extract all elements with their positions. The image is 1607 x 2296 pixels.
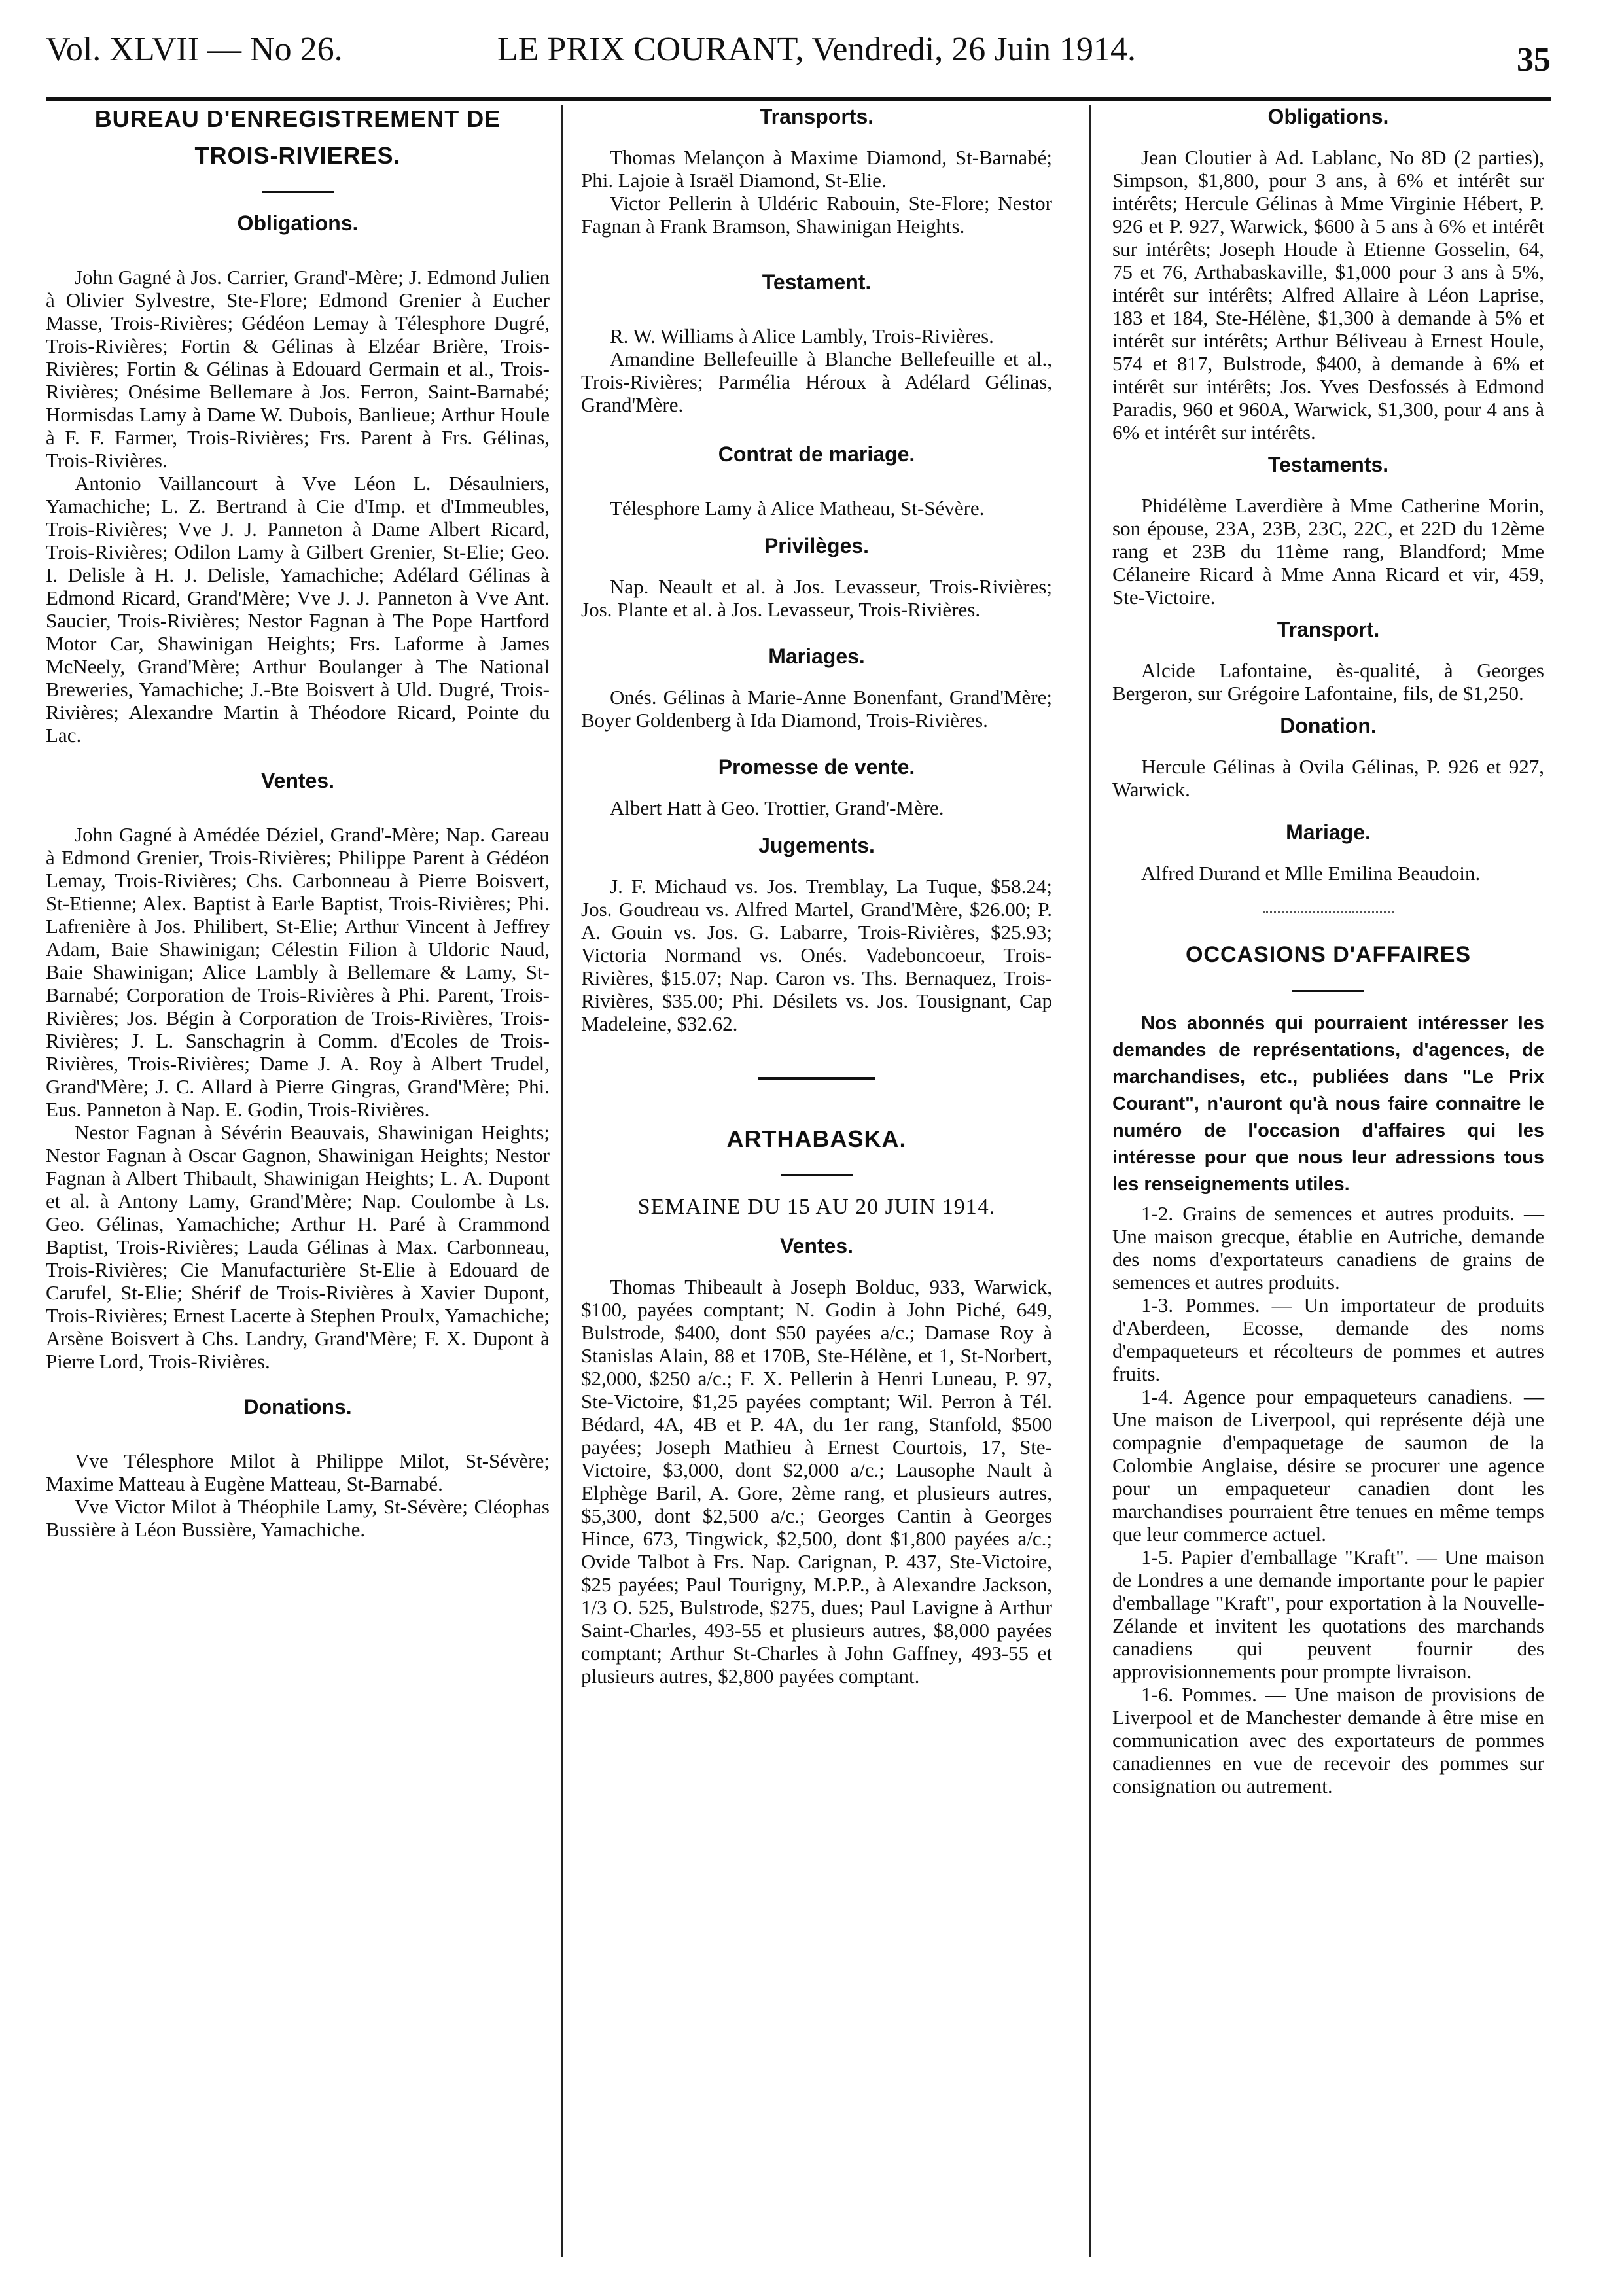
section-rule [781,1174,853,1176]
paragraph: Nos abonnés qui pourraient intéresser les demandes de représentations, d'agences, de marchandises, etc., publiées dans "Le Prix Courant", n'auront qu'à nous faire connaitre le numéro de l'occasion d'affaires qui les intéresse pour que nous leur adressions tous les renseignements utiles. [1112,1013,1544,1195]
paragraph: Vve Victor Milot à Théophile Lamy, St-Sévère; Cléophas Bussière à Léon Bussière, Yamachiche. [46,1495,550,1541]
paragraph: John Gagné à Amédée Déziel, Grand'-Mère; Nap. Gareau à Edmond Grenier, Trois-Rivières; Philippe Parent à Gédéon Lemay, Trois-Rivières; Chs. Carbonneau à Pierre Boisvert, St-Etienne; Alex. Baptist à Earle Baptist, Trois-Rivières; Phi. Lafrenière à Jos. Philibert, St-Elie; Arthur Vincent à Jeffrey Adam, Baie Shawinigan; Célestin Filion à Uldoric Naud, Baie Shawinigan; Alice Lambly à Bellemare & Lamy, St-Barnabé; Corporation de Trois-Rivières à Phi. Parent, Trois-Rivières; Jos. Bégin à Corporation de Trois-Rivières, Trois-Rivières; J. L. Sanschagrin à Comm. d'Ecoles de Trois-Rivières, Trois-Rivières; Dame J. A. Roy à Albert Trudel, Grand'Mère; J. C. Allard à Pierre Gingras, Grand'Mère; Phi. Eus. Panneton à Nap. E. Godin, Trois-Rivières. [46,823,550,1121]
paragraph: Victor Pellerin à Uldéric Rabouin, Ste-Flore; Nestor Fagnan à Frank Bramson, Shawinigan Heights. [581,192,1052,238]
business-listing: 1-4. Agence pour empaqueteurs canadiens. — Une maison de Liverpool, qui représente déjà une compagnie d'empaquetage de saumon de la Colombie Anglaise, désire se procurer une agence pour un empaqueteur canadien dont les marchandises pourraient être tenues en même temps que leur commerce actuel. [1112,1385,1544,1545]
heading-jugements: Jugements. [758,834,875,857]
paragraph: Hercule Gélinas à Ovila Gélinas, P. 926 et 927, Warwick. [1112,755,1544,801]
section-rule [758,1077,875,1080]
business-listing: 1-6. Pommes. — Une maison de provisions de Liverpool et de Manchester demande à être mise en communication avec des exportateurs de pommes canadiennes en vue de recevoir des pommes sur consignation ou autrement. [1112,1683,1544,1797]
heading-transport: Transport. [1277,618,1380,641]
title-line: BUREAU D'ENREGISTREMENT DE [94,105,501,132]
paragraph: Nestor Fagnan à Sévérin Beauvais, Shawinigan Heights; Nestor Fagnan à Oscar Gagnon, Shawinigan Heights; Nestor Fagnan à Albert Thibault, Shawinigan Heights; L. A. Dupont et al. à Antony Lamy, Grand'Mère; Nap. Coulombe à Ls. Geo. Gélinas, Yamachiche; Arthur H. Paré à Crammond Baptist, Trois-Rivières; Lauda Gélinas à Max. Carbonneau, Trois-Rivières; Cie Manufacturière St-Elie à Edouard de Carufel, St-Elie; Shérif de Trois-Rivières à Xavier Dupont, Trois-Rivières; Ernest Lacerte à Stephen Proulx, Yamachiche; Arsène Boisvert à Chs. Landry, Grand'Mère; F. X. Dupont à Pierre Lord, Trois-Rivières. [46,1121,550,1373]
heading-testament: Testament. [762,270,872,294]
heading-privileges: Privilèges. [764,534,870,557]
paragraph: Jean Cloutier à Ad. Lablanc, No 8D (2 parties), Simpson, $1,800, pour 3 ans, à 6% et intérêt sur intérêts; Hercule Gélinas à Mme Virginie Hébert, P. 926 et P. 927, Warwick, $600 à 5 ans à 6% et intérêt sur intérêts; Joseph Houde à Etienne Gosselin, 64, 75 et 76, Arthabaskaville, $1,000 pour 3 ans à 5%, intérêt sur intérêts; Alfred Allaire à Léon Laprise, 183 et 184, Ste-Hélène, $1,300 à demande à 5% et intérêt sur intérêts; Arthur Béliveau à Ernest Houle, 574 et 817, Bulstrode, $400, à demande à 6% et intérêt sur intérêts; Jos. Yves Desfossés à Edmond Paradis, 960 et 960A, Warwick, $1,300, pour 4 ans à 6% et intérêt sur intérêts. [1112,146,1544,444]
paragraph: Amandine Bellefeuille à Blanche Bellefeuille et al., Trois-Rivières; Parmélia Héroux à Adélard Gélinas, Grand'Mère. [581,347,1052,416]
publication-dateline: LE PRIX COURANT, Vendredi, 26 Juin 1914. [497,31,1136,68]
page-number: 35 [1517,41,1551,79]
heading-mariage: Mariage. [1286,821,1371,844]
paragraph: Télesphore Lamy à Alice Matheau, St-Sévère. [610,497,985,520]
business-listing: 1-5. Papier d'emballage "Kraft". — Une maison de Londres a une demande importante pour le papier d'emballage "Kraft", pour exportation à la Nouvelle-Zélande et invitent les quotations des marchands canadiens qui peuvent fournir des approvisionnements pour prompte livraison. [1112,1545,1544,1683]
paragraph: Alfred Durand et Mlle Emilina Beaudoin. [1141,862,1481,885]
column-divider [1089,105,1091,2257]
heading-transports: Transports. [759,105,874,128]
section-rule [262,191,334,193]
heading-ventes: Ventes. [260,769,335,792]
paragraph: Nap. Neault et al. à Jos. Levasseur, Trois-Rivières; Jos. Plante et al. à Jos. Levasseur, Trois-Rivières. [581,575,1052,621]
business-listing: 1-3. Pommes. — Un importateur de produits d'Aberdeen, Ecosse, demande des noms d'empaqueteurs et récolteurs de pommes et autres fruits. [1112,1294,1544,1385]
paragraph: Antonio Vaillancourt à Vve Léon L. Désaulniers, Yamachiche; L. Z. Bertrand à Cie d'Imp. et d'Immeubles, Trois-Rivières; Vve J. J. Panneton à Dame Albert Ricard, Trois-Rivières; Odilon Lamy à Gilbert Grenier, St-Elie; Geo. I. Delisle à H. J. Delisle, Yamachiche; Adélard Gélinas à Edmond Ricard, Grand'Mère; Vve J. J. Panneton à Vve Ant. Saucier, Trois-Rivières; Nestor Fagnan à The Pope Hartford Motor Car, Shawinigan Heights; Frs. Laforme à James McNeely, Grand'Mère; Arthur Boulanger à The National Breweries, Yamachiche; J.-Bte Boisvert à Uld. Dugré, Trois-Rivières; Alexandre Martin à Théodore Ricard, Pointe du Lac. [46,472,550,747]
paragraph: John Gagné à Jos. Carrier, Grand'-Mère; J. Edmond Julien à Olivier Sylvestre, Ste-Flore; Edmond Grenier à Eucher Masse, Trois-Rivières; Gédéon Lemay à Télesphore Dugré, Trois-Rivières; Fortin & Gélinas à Elzéar Brière, Trois-Rivières; Fortin & Gélinas à Edouard Germain et al., Trois-Rivières; Onésime Bellemare à Jos. Ferron, Saint-Barnabé; Hormisdas Lamy à Dame W. Dubois, Banlieue; Arthur Houle à F. F. Farmer, Trois-Rivières; Frs. Parent à Frs. Gélinas, Trois-Rivières. [46,266,550,472]
paragraph: Thomas Melançon à Maxime Diamond, St-Barnabé; Phi. Lajoie à Israël Diamond, St-Elie. [581,146,1052,192]
section-title-trois-rivieres [46,101,550,174]
week-subtitle: SEMAINE DU 15 AU 20 JUIN 1914. [637,1195,996,1219]
paragraph: Phidélème Laverdière à Mme Catherine Morin, son épouse, 23A, 23B, 23C, 22C, et 22D du 12ème rang et 23B du 11ème rang, Blandford; Mme Célaneire Ricard à Mme Anna Ricard et vir, 459, Ste-Victoire. [1112,494,1544,609]
business-listing: 1-2. Grains de semences et autres produits. — Une maison grecque, établie en Autriche, demande des noms d'exportateurs canadiens de grains de semences et autres produits. [1112,1202,1544,1294]
heading-ventes: Ventes. [779,1234,854,1258]
paragraph: Thomas Thibeault à Joseph Bolduc, 933, Warwick, $100, payées comptant; N. Godin à John Piché, 649, Bulstrode, $400, dont $50 payées a/c.; Damase Roy à Stanislas Alain, 88 et 170B, Ste-Hélène, et 1, St-Norbert, $2,000, $250 a/c.; F. X. Pellerin à Henri Luneau, P. 97, Ste-Victoire, $1,25 payées comptant; Wil. Perron à Tél. Bédard, 4A, 4B et P. 4A, du 1er rang, Stanfold, $500 payées; Joseph Mathieu à Ernest Courtois, 17, Ste-Victoire, $3,000, dont $2,000 a/c.; Lausophe Nault à Elphège Baril, A. Gore, 2ème rang, et plusieurs autres, $5,300, dont $2,500 a/c.; Georges Cantin à Georges Hince, 673, Tingwick, $2,500, dont $1,800 payées a/c.; Ovide Talbot à Frs. Nap. Carignan, P. 437, Ste-Victoire, $25 payées; Paul Tourigny, M.P.P., à Alexandre Jackson, 1/3 O. 525, Bulstrode, $275, dues; Paul Lavigne à Arthur Saint-Charles, 493-55 et plusieurs autres, $8,000 payées comptant; Arthur St-Charles à John Gaffney, 493-55 et plusieurs autres, $2,800 payées comptant. [581,1275,1052,1687]
heading-obligations: Obligations. [1267,105,1389,128]
page-header [46,25,1551,84]
heading-contrat-de-mariage: Contrat de mariage. [718,442,915,466]
title-line: TROIS-RIVIERES. [194,142,401,169]
section-rule [1292,990,1364,992]
paragraph: Alcide Lafontaine, ès-qualité, à Georges Bergeron, sur Grégoire Lafontaine, fils, de $1,250. [1112,659,1544,705]
column-right [1112,99,1544,1797]
heading-donations: Donations. [243,1395,352,1419]
occasions-notice [1112,1010,1544,1198]
paragraph: Vve Télesphore Milot à Philippe Milot, St-Sévère; Maxime Matteau à Eugène Matteau, St-Barnabé. [46,1449,550,1495]
section-title-occasions: OCCASIONS D'AFFAIRES [1185,942,1472,967]
heading-obligations: Obligations. [237,211,359,235]
paragraph: R. W. Williams à Alice Lambly, Trois-Rivières. [610,325,994,347]
heading-testaments: Testaments. [1267,453,1389,476]
column-middle [581,99,1052,1687]
heading-donation: Donation. [1280,714,1377,737]
heading-mariages: Mariages. [768,645,865,668]
section-title-arthabaska: ARTHABASKA. [726,1125,907,1152]
heading-promesse-de-vente: Promesse de vente. [718,755,915,779]
paragraph: Onés. Gélinas à Marie-Anne Bonenfant, Grand'Mère; Boyer Goldenberg à Ida Diamond, Trois-Rivières. [581,686,1052,732]
paragraph: Albert Hatt à Geo. Trottier, Grand'-Mère. [610,796,944,819]
paragraph: J. F. Michaud vs. Jos. Tremblay, La Tuque, $58.24; Jos. Goudreau vs. Alfred Martel, Grand'Mère, $26.00; P. A. Gouin vs. Jos. G. Labarre, Trois-Rivières, $25.93; Victoria Normand vs. Onés. Vadeboncoeur, Trois-Rivières, $15.07; Nap. Caron vs. Ths. Bernaquez, Trois-Rivières, $35.00; Phi. Désilets vs. Jos. Tousignant, Cap Madeleine, $32.62. [581,875,1052,1035]
column-divider [561,105,563,2257]
dotted-separator [1263,911,1394,913]
column-left [46,99,550,1541]
volume-number: Vol. XLVII — No 26. [46,31,343,68]
